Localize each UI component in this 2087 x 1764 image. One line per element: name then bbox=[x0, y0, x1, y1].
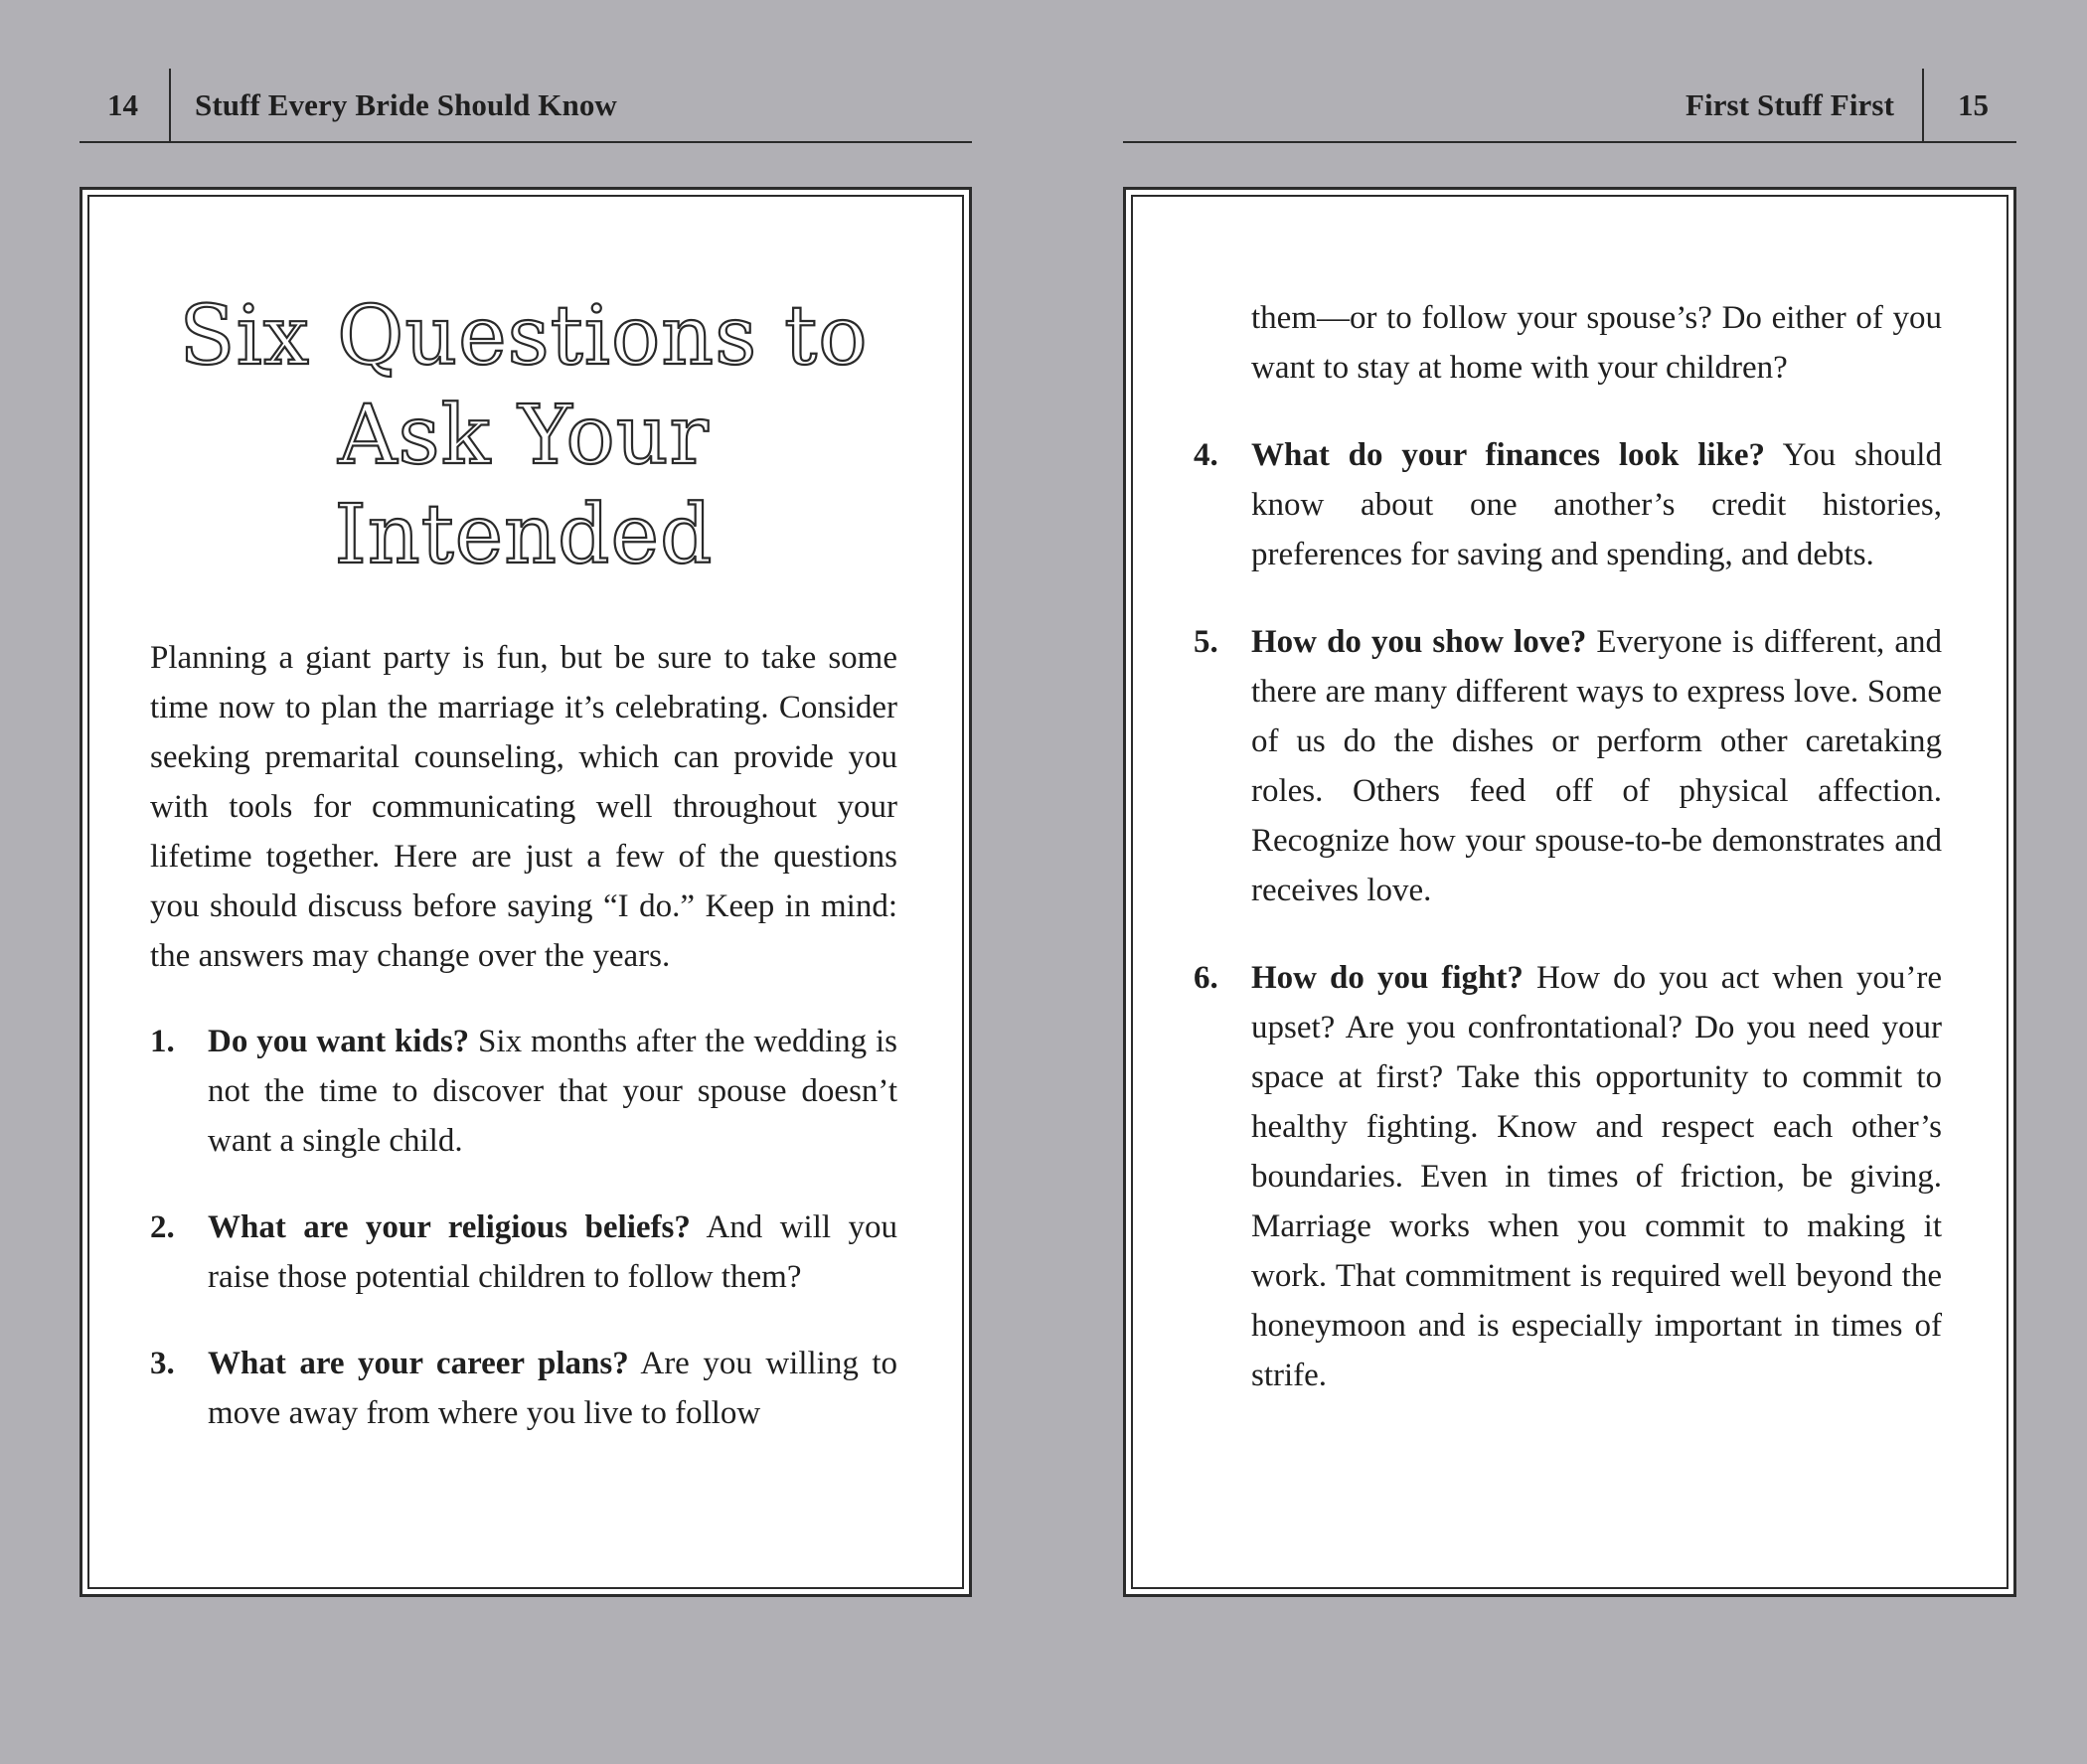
right-page-frame bbox=[1123, 187, 2016, 1597]
running-head-left bbox=[80, 66, 972, 143]
item-question: What do your finances look like? bbox=[1251, 437, 1766, 473]
header-divider-left bbox=[169, 69, 171, 143]
list-item bbox=[1194, 617, 1942, 915]
item-answer: How do you act when you’re upset? Are you confrontational? Do you need your space at first? Take this opportunity to commit to healthy fighting. Know and respect each other’s boundaries. Even in times of friction, be giving. Marriage works when you commit to making it work. That commitment is required well beyond the honeymoon and is especially important in times of strife. bbox=[1251, 960, 1942, 1393]
left-page-frame bbox=[80, 187, 972, 1597]
item-number: 3. bbox=[150, 1346, 175, 1381]
page-number-left: 14 bbox=[107, 87, 138, 122]
continued-text: them—or to follow your spouse’s? Do either of you want to stay at home with your children? bbox=[1251, 300, 1942, 386]
book-title: Stuff Every Bride Should Know bbox=[195, 87, 617, 122]
item-number: 2. bbox=[150, 1209, 175, 1245]
item-answer: And will you raise those potential children to follow them? bbox=[208, 1209, 897, 1295]
item-question: What are your career plans? bbox=[208, 1346, 629, 1381]
item-answer: Six months after the wedding is not the time to discover that your spouse doesn’t want a single child. bbox=[208, 1024, 898, 1159]
list-item bbox=[150, 1203, 897, 1302]
question-list-right bbox=[1194, 430, 1942, 1400]
item-question: How do you show love? bbox=[1251, 624, 1587, 660]
list-item bbox=[150, 1339, 897, 1438]
left-page-content bbox=[150, 287, 897, 1475]
item-answer: You should know about one another’s credit histories, preferences for saving and spending, and debts. bbox=[1251, 437, 1942, 572]
header-divider-right bbox=[1922, 69, 1924, 143]
page-title: Six Questions to Ask Your Intended bbox=[179, 289, 869, 582]
list-item bbox=[150, 1017, 897, 1166]
item-number: 1. bbox=[150, 1024, 175, 1059]
item-question: What are your religious beliefs? bbox=[208, 1209, 691, 1245]
question-list-left bbox=[150, 1017, 897, 1438]
item-number: 4. bbox=[1194, 437, 1218, 473]
item-answer: Everyone is different, and there are many different ways to express love. Some of us do the dishes or perform other caretaking roles. Others feed off of physical affection. Recognize how your spouse-to-be demonstrates and receives love. bbox=[1251, 624, 1942, 908]
item-answer: Are you willing to move away from where you live to follow bbox=[208, 1346, 897, 1431]
page-number-right: 15 bbox=[1958, 87, 1989, 122]
chapter-title: First Stuff First bbox=[1685, 87, 1894, 122]
item-question: How do you fight? bbox=[1251, 960, 1524, 996]
right-page-content bbox=[1194, 293, 1942, 1438]
item-number: 5. bbox=[1194, 624, 1218, 660]
item-question: Do you want kids? bbox=[208, 1024, 470, 1059]
intro-paragraph: Planning a giant party is fun, but be sure to take some time now to plan the marriage it’s celebrating. Consider seeking premarital counseling, which can provide you with tools for communicating well throughout your lifetime together. Here are just a few of the questions you should discuss before saying “I do.” Keep in mind: the answers may change over the years. bbox=[150, 640, 897, 974]
running-head-right bbox=[1123, 66, 2016, 143]
item-number: 6. bbox=[1194, 960, 1218, 996]
list-item bbox=[1194, 953, 1942, 1400]
list-item bbox=[1194, 430, 1942, 579]
